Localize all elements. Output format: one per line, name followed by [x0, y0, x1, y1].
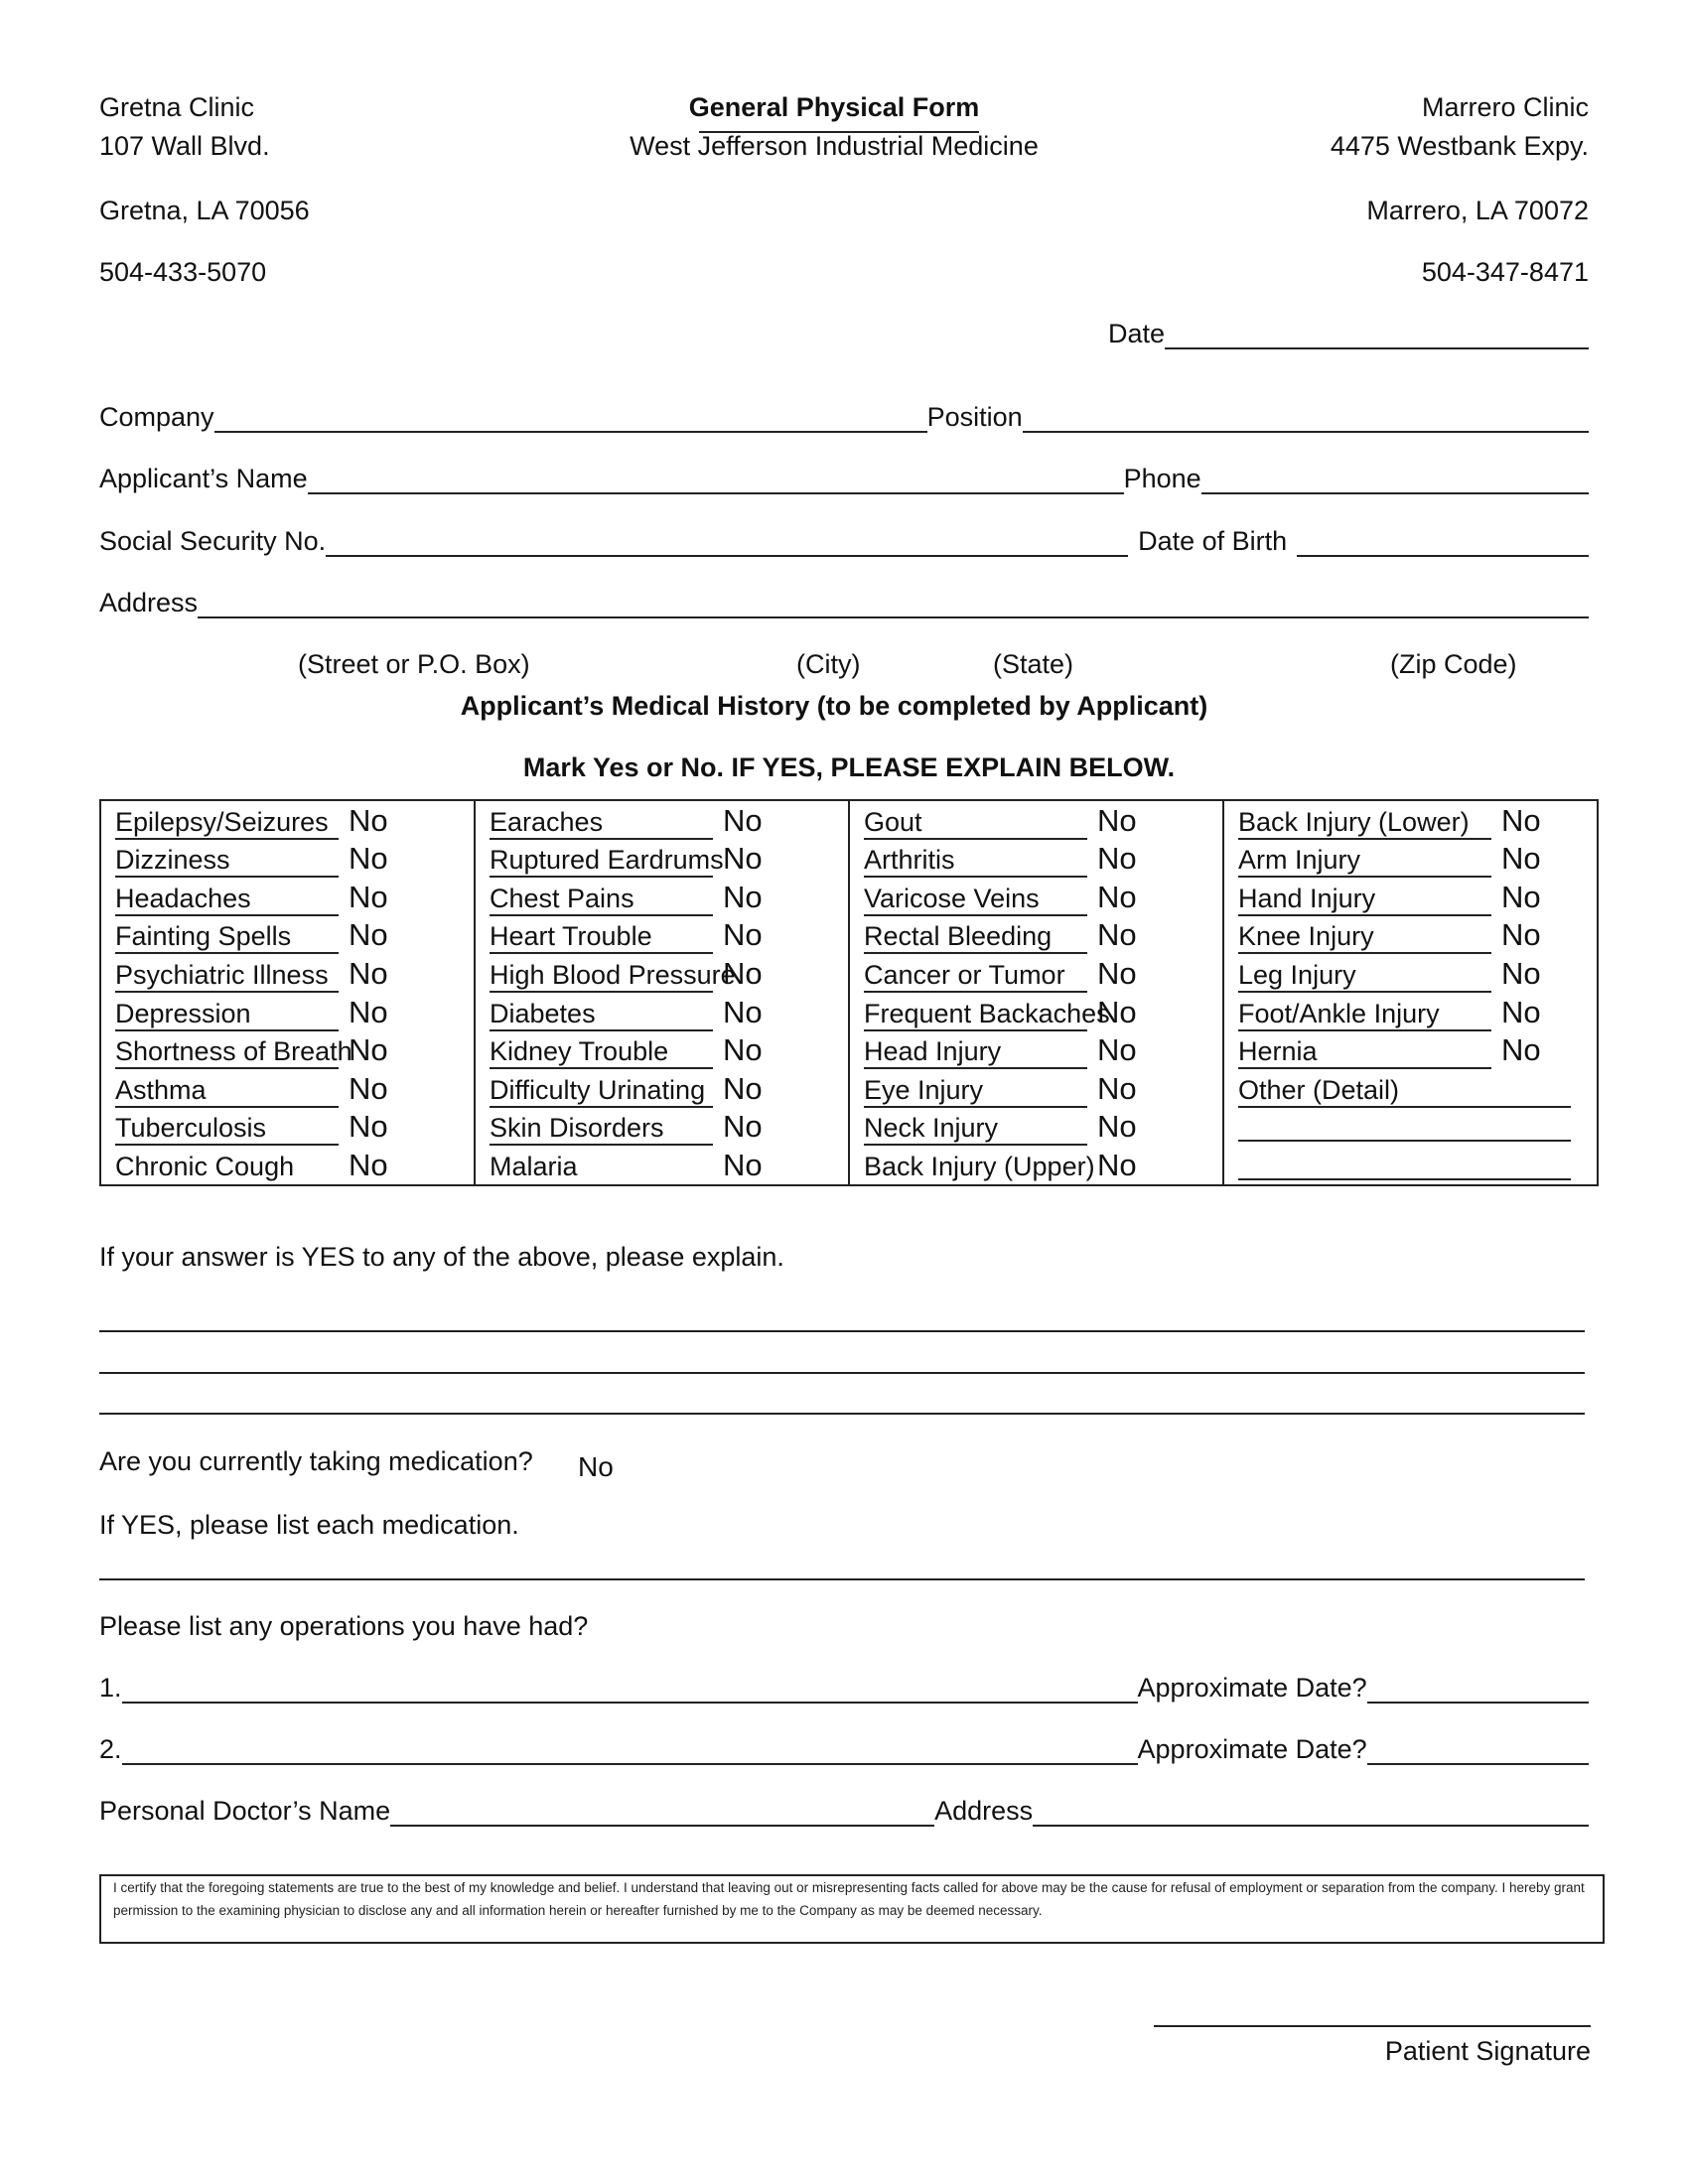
doctor-name-input[interactable] [390, 1801, 934, 1827]
condition-label: Heart Trouble [490, 918, 713, 954]
condition-label: Ruptured Eardrums [490, 842, 713, 878]
other-detail-input[interactable] [1238, 1110, 1571, 1142]
left-clinic-name: Gretna Clinic [99, 92, 255, 122]
condition-label: Cancer or Tumor [864, 957, 1087, 993]
history-row [1224, 954, 1597, 993]
history-row [850, 801, 1222, 840]
history-column-3 [850, 799, 1224, 1186]
condition-label: Psychiatric Illness [115, 957, 339, 993]
condition-label: Diabetes [490, 996, 713, 1031]
operations-prompt: Please list any operations you have had? [99, 1611, 589, 1641]
history-row [1224, 993, 1597, 1031]
condition-label: Skin Disorders [490, 1110, 713, 1146]
medication-question: Are you currently taking medication? [99, 1446, 533, 1476]
address-input[interactable] [198, 593, 1589, 618]
phone-input[interactable] [1201, 469, 1589, 494]
history-row [1224, 878, 1597, 916]
ssn-dob-row [99, 525, 1589, 557]
form-subtitle: West Jefferson Industrial Medicine [630, 131, 1039, 161]
ssn-input[interactable] [326, 531, 1128, 557]
history-row [476, 993, 848, 1031]
history-row [850, 1146, 1222, 1184]
history-row [101, 878, 474, 916]
right-clinic-phone: 504-347-8471 [1421, 257, 1589, 287]
condition-label: Headaches [115, 881, 339, 916]
history-row [1224, 801, 1597, 840]
history-row [476, 1069, 848, 1108]
condition-label: Arthritis [864, 842, 1087, 878]
condition-answer[interactable]: No [723, 1070, 763, 1106]
company-position-row [99, 401, 1589, 433]
condition-label: Leg Injury [1238, 957, 1491, 993]
ssn-label: Social Security No. [99, 526, 327, 556]
position-label: Position [926, 402, 1023, 432]
history-row [101, 1031, 474, 1070]
company-label: Company [99, 402, 214, 432]
signature-line[interactable] [1154, 2025, 1591, 2027]
phone-label: Phone [1123, 464, 1201, 493]
operation-2-label: 2. [99, 1734, 122, 1764]
doctor-name-label: Personal Doctor’s Name [99, 1796, 391, 1826]
history-row [476, 801, 848, 840]
address-label: Address [99, 588, 199, 617]
condition-answer[interactable]: No [349, 1070, 388, 1106]
operation-2-date-input[interactable] [1367, 1739, 1589, 1765]
history-row [850, 1069, 1222, 1108]
condition-answer[interactable]: No [723, 879, 763, 914]
condition-answer[interactable]: No [1501, 841, 1541, 877]
history-row [476, 1146, 848, 1184]
condition-label: Fainting Spells [115, 918, 339, 954]
address-zip-hint: (Zip Code) [1390, 649, 1517, 679]
history-row [101, 1146, 474, 1184]
condition-label: Asthma [115, 1072, 339, 1108]
explain-line[interactable] [99, 1372, 1585, 1374]
history-row [1224, 916, 1597, 955]
condition-answer[interactable]: No [723, 802, 763, 838]
applicant-phone-row [99, 463, 1589, 494]
condition-label: Earaches [490, 804, 713, 840]
condition-answer[interactable]: No [349, 1147, 388, 1182]
history-row [476, 1031, 848, 1070]
doctor-address-label: Address [934, 1796, 1034, 1826]
certification-box [99, 1874, 1605, 1944]
history-row [1224, 1031, 1597, 1070]
signature-label: Patient Signature [1384, 2036, 1591, 2066]
condition-label: Shortness of Breath [115, 1033, 339, 1069]
explain-line[interactable] [99, 1330, 1585, 1332]
condition-label: Back Injury (Lower) [1238, 804, 1491, 840]
operation-1-date-label: Approximate Date? [1137, 1673, 1367, 1703]
condition-label: Arm Injury [1238, 842, 1491, 878]
condition-answer[interactable]: No [1501, 994, 1541, 1029]
history-row [1224, 1146, 1597, 1184]
certification-text: I certify that the foregoing statements are true to the best of my knowledge and belief. I understand that leaving out or misrepresenting facts called for above may be the cause for refusal of employment or separation from the company. I hereby grant permission to the examining physician to disclose any and all information herein or hereafter furnished by me to the Company as may be deemed necessary. [113, 1880, 1585, 1918]
condition-answer[interactable]: No [1097, 1032, 1137, 1068]
operation-1-date-input[interactable] [1367, 1678, 1589, 1704]
dob-label: Date of Birth [1138, 526, 1288, 556]
operation-1-label: 1. [99, 1673, 122, 1703]
condition-answer[interactable]: No [1097, 917, 1137, 953]
history-row [850, 916, 1222, 955]
condition-label: Back Injury (Upper) [864, 1151, 1095, 1181]
medical-history-instruction: Mark Yes or No. IF YES, PLEASE EXPLAIN BELOW. [522, 752, 1176, 782]
address-street-hint: (Street or P.O. Box) [298, 649, 530, 679]
history-column-1 [99, 799, 476, 1186]
history-row [101, 840, 474, 879]
condition-answer[interactable]: No [349, 879, 388, 914]
company-input[interactable] [214, 407, 927, 433]
condition-label: Depression [115, 996, 339, 1031]
condition-answer[interactable]: No [1097, 841, 1137, 877]
condition-label: Difficulty Urinating [490, 1072, 713, 1108]
address-state-hint: (State) [993, 649, 1074, 679]
doctor-row [99, 1795, 1589, 1827]
date-input[interactable] [1165, 324, 1589, 349]
condition-answer[interactable]: No [1097, 1070, 1137, 1106]
condition-answer[interactable]: No [1501, 955, 1541, 991]
condition-answer[interactable]: No [723, 955, 763, 991]
condition-answer[interactable]: No [723, 1109, 763, 1145]
history-row [101, 916, 474, 955]
condition-answer[interactable]: No [349, 917, 388, 953]
applicant-name-label: Applicant’s Name [99, 464, 308, 493]
condition-answer[interactable]: No [349, 955, 388, 991]
condition-answer[interactable]: No [1097, 1109, 1137, 1145]
operation-2-date-label: Approximate Date? [1137, 1734, 1367, 1764]
condition-answer[interactable]: No [1097, 1147, 1137, 1182]
history-row [476, 878, 848, 916]
history-row [1224, 840, 1597, 879]
address-city-hint: (City) [796, 649, 861, 679]
history-row [850, 840, 1222, 879]
history-row [1224, 1108, 1597, 1147]
condition-answer[interactable]: No [1097, 802, 1137, 838]
condition-label: Other (Detail) [1238, 1072, 1571, 1108]
left-clinic-city: Gretna, LA 70056 [99, 196, 310, 225]
condition-label: Frequent Backaches [864, 996, 1087, 1031]
condition-answer[interactable]: No [1097, 955, 1137, 991]
condition-label: Head Injury [864, 1033, 1087, 1069]
condition-label: Neck Injury [864, 1110, 1087, 1146]
history-row [476, 840, 848, 879]
condition-answer[interactable]: No [349, 841, 388, 877]
condition-label: Hand Injury [1238, 881, 1491, 916]
condition-answer[interactable]: No [349, 802, 388, 838]
medical-history-heading: Applicant’s Medical History (to be completed by Applicant) [460, 691, 1208, 721]
history-row [850, 954, 1222, 993]
history-row [1224, 1069, 1597, 1108]
condition-label: Kidney Trouble [490, 1033, 713, 1069]
history-row [850, 1108, 1222, 1147]
history-column-2 [476, 799, 850, 1186]
condition-answer[interactable]: No [1501, 1032, 1541, 1068]
history-row [476, 1108, 848, 1147]
condition-label: Gout [864, 804, 1087, 840]
history-column-4 [1224, 799, 1599, 1186]
form-title: General Physical Form [688, 92, 980, 122]
history-row [476, 954, 848, 993]
condition-label: Hernia [1238, 1033, 1491, 1069]
medication-answer[interactable]: No [578, 1451, 614, 1482]
condition-answer[interactable]: No [1097, 879, 1137, 914]
explain-prompt: If your answer is YES to any of the above, please explain. [99, 1242, 784, 1272]
history-row [101, 1069, 474, 1108]
left-clinic-street: 107 Wall Blvd. [99, 131, 270, 161]
doctor-address-input[interactable] [1033, 1801, 1589, 1827]
condition-answer[interactable]: No [723, 994, 763, 1029]
right-clinic-name: Marrero Clinic [1421, 92, 1589, 122]
condition-answer[interactable]: No [349, 1109, 388, 1145]
condition-answer[interactable]: No [723, 1032, 763, 1068]
condition-answer[interactable]: No [349, 994, 388, 1029]
history-row [850, 878, 1222, 916]
condition-answer[interactable]: No [723, 917, 763, 953]
dob-input[interactable] [1297, 531, 1589, 557]
condition-answer[interactable]: No [1097, 994, 1137, 1029]
address-row [99, 587, 1589, 618]
condition-label: Epilepsy/Seizures [115, 804, 339, 840]
operation-row-2 [99, 1733, 1589, 1765]
medication-list-prompt: If YES, please list each medication. [99, 1510, 519, 1540]
condition-answer[interactable]: No [1501, 917, 1541, 953]
left-clinic-phone: 504-433-5070 [99, 257, 267, 287]
condition-label: High Blood Pressure [490, 957, 713, 993]
condition-label: Dizziness [115, 842, 339, 878]
history-row [101, 993, 474, 1031]
date-field-row [1108, 318, 1589, 349]
history-row [101, 954, 474, 993]
history-row [101, 1108, 474, 1147]
position-input[interactable] [1023, 407, 1589, 433]
date-label: Date [1108, 319, 1166, 348]
medical-history-table [99, 799, 1599, 1186]
medication-line[interactable] [99, 1578, 1585, 1580]
operation-1-input[interactable] [122, 1678, 1138, 1704]
history-row [850, 993, 1222, 1031]
condition-label: Tuberculosis [115, 1110, 339, 1146]
condition-answer[interactable]: No [723, 1147, 763, 1182]
condition-answer[interactable]: No [349, 1032, 388, 1068]
history-row [476, 916, 848, 955]
condition-answer[interactable]: No [1501, 879, 1541, 914]
condition-label: Chronic Cough [115, 1151, 295, 1181]
condition-label: Varicose Veins [864, 881, 1087, 916]
condition-label: Malaria [490, 1151, 578, 1181]
applicant-name-input[interactable] [308, 469, 1124, 494]
condition-label: Foot/Ankle Injury [1238, 996, 1491, 1031]
operation-2-input[interactable] [122, 1739, 1138, 1765]
right-clinic-city: Marrero, LA 70072 [1366, 196, 1589, 225]
right-clinic-street: 4475 Westbank Expy. [1330, 131, 1589, 161]
explain-line[interactable] [99, 1413, 1585, 1415]
history-row [101, 801, 474, 840]
condition-label: Rectal Bleeding [864, 918, 1087, 954]
condition-label: Eye Injury [864, 1072, 1087, 1108]
condition-answer[interactable]: No [1501, 802, 1541, 838]
condition-label: Chest Pains [490, 881, 713, 916]
operation-row-1 [99, 1672, 1589, 1704]
other-detail-input[interactable] [1238, 1149, 1571, 1180]
condition-label: Knee Injury [1238, 918, 1491, 954]
condition-answer[interactable]: No [723, 841, 763, 877]
history-row [850, 1031, 1222, 1070]
